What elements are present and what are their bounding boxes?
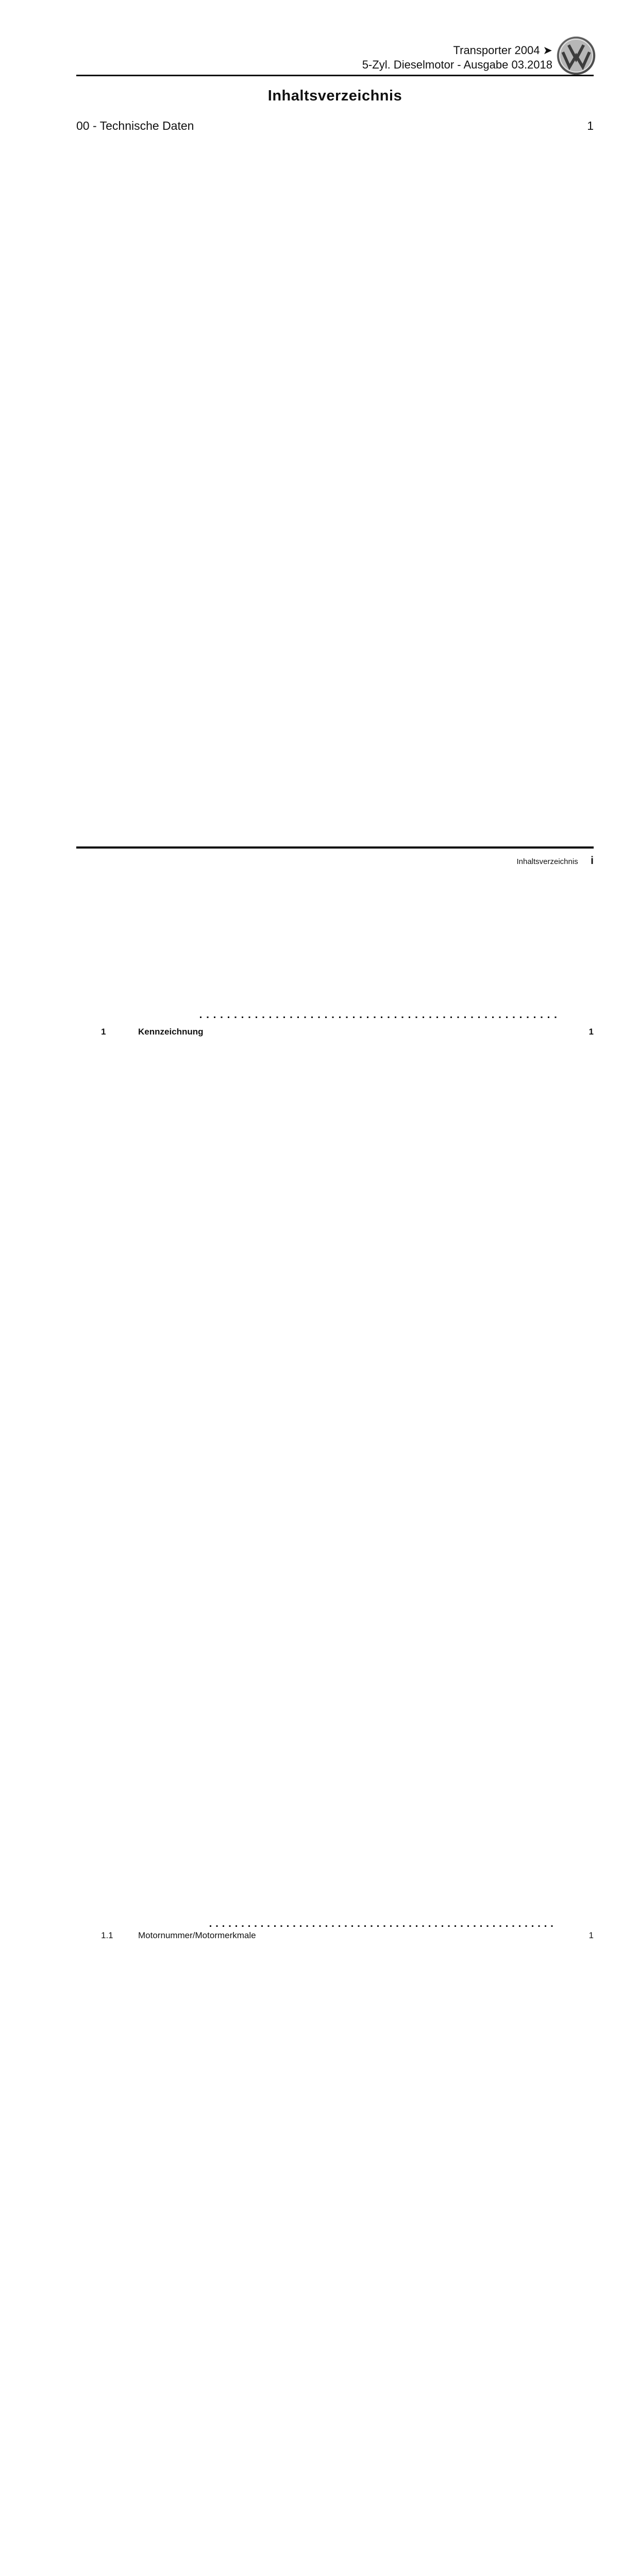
toc: [76, 118, 594, 2576]
toc-section-row: [76, 1026, 594, 1929]
toc-chapter-page: 1: [563, 118, 594, 1022]
toc-entry-page: 1: [563, 1026, 594, 1929]
vw-logo-icon: [557, 36, 596, 75]
toc-entry-page: 1: [563, 1929, 594, 2576]
header-model-line: Transporter 2004 ➤: [453, 44, 552, 57]
toc-section-row: [76, 1929, 594, 2576]
footer-section-label: Inhaltsverzeichnis: [516, 857, 578, 866]
footer-line: [76, 849, 594, 867]
footer-page-number: i: [591, 855, 594, 867]
header-edition-line: 5-Zyl. Dieselmotor - Ausgabe 03.2018: [362, 58, 552, 71]
dot-leader: [210, 1026, 558, 1929]
header-divider: [76, 75, 594, 76]
toc-chapter-label: 00 - Technische Daten: [76, 119, 194, 132]
toc-entry-number: 1.1: [101, 1930, 113, 1940]
page-header: [0, 0, 639, 76]
toc-entry-title: Motornummer/Motormerkmale: [138, 1930, 256, 1940]
dot-leader: [262, 1929, 558, 2576]
header-model-info: [362, 43, 552, 72]
toc-entry-title: Kennzeichnung: [138, 1027, 204, 1037]
page-title: Inhaltsverzeichnis: [267, 88, 402, 104]
dot-leader: [200, 118, 558, 1022]
page-footer: [76, 846, 594, 867]
toc-entry-number: 1: [101, 1027, 106, 1037]
toc-chapter-row: [76, 118, 594, 1022]
